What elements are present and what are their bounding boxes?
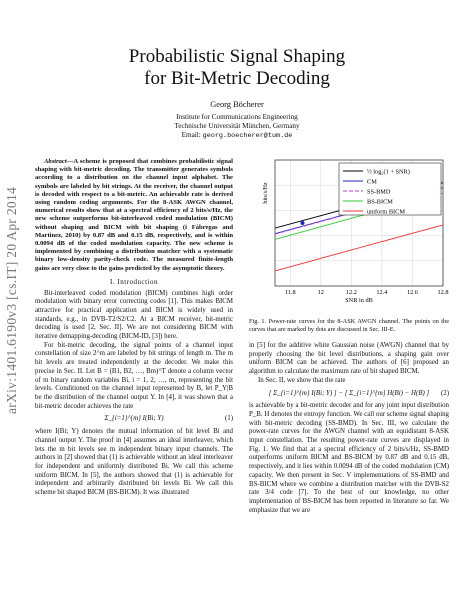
paper-title-line-2: for Bit-Metric Decoding (144, 68, 330, 89)
right-paragraph-1: in [5] for the additive white Gaussian noise (AWGN) channel that by properly choosing the bit level distributions, a shaping gain over uniform BICM can be achieved. The authors of [6] proposed an algorithm to calculate the maximum rate of bit shaped BICM. (249, 342, 449, 376)
right-paragraph-2: In Sec. II, we show that the rate (258, 376, 346, 384)
y-axis-label: bits/s/Hz (263, 182, 269, 204)
x-tick-label: 11.8 (284, 289, 296, 296)
equation-1-number: (1) (224, 415, 233, 423)
left-column (35, 158, 233, 498)
x-tick-label: 12.2 (345, 289, 357, 296)
curve-marker (300, 221, 304, 225)
x-tick-label: 12 (317, 289, 324, 296)
equation-2-body: [ Σ_{i=1}^{m} I(Bi; Y) ] − [ Σ_{i=1}^{m} H(Bi) − H(B) ] (268, 389, 430, 397)
right-column (249, 342, 449, 515)
legend-label: ½ log₂(1 + SNR) (367, 168, 410, 176)
x-tick-label: 12.6 (406, 289, 418, 296)
x-tick-label: 12.8 (437, 289, 449, 296)
email-address[interactable]: georg.boecherer@tum.de (202, 132, 293, 140)
abstract-label: Abstract (44, 158, 67, 165)
power-rate-chart (249, 156, 449, 306)
email-label: Email: (181, 131, 203, 139)
series-line (275, 225, 443, 271)
legend-label: CM (367, 178, 377, 186)
legend-label: SS-BMD (367, 188, 391, 196)
intro-paragraph-3: where I(Bi; Y) denotes the mutual information of bit level Bi and channel output Y. The proof in [4] assumes an ideal interleaver, which lets the m bit levels see m independent binary input channels. The authors in [2] showed that (1) is achievable without an ideal interleaver for independent and uniformly distributed Bi. We call this scheme uniform BICM. In [5], the authors showed that (1) is achievable for independent and arbitrarily distributed bit levels Bi. We call this scheme bit shaped BICM (BS-BICM). It was illustrated (35, 428, 233, 497)
intro-paragraph-2: For bit-metric decoding, the signal points of a channel input constellation of size 2^m are labeled by bit strings of length m. The m bit levels are treated independently at the decoder. We make this precise in Sec. II. Let B = (B1, B2, …, Bm)^T denote a column vector of m binary random variables Bi, i = 1, 2, …, m, representing the bit levels. Conditioned on the channel input represented by B, let P_Y|B be the distribution of the channel output Y. In [4], it was shown that a bit-metric decoder achieves the rate (35, 341, 233, 410)
abstract (35, 158, 233, 273)
x-axis-label: SNR in dB (345, 297, 373, 304)
abstract-text: —A scheme is proposed that combines probabilistic signal shaping with bit-metric decoding. The transmitter generates symbols according to a distribution on the channel input alphabet. The symbols are labeled by bit strings. At the receiver, the channel output is decoded with respect to a bit-metric. An achievable rate is derived using random coding arguments. For the 8-ASK AWGN channel, numerical results show that at a spectral efficiency of 2 bits/s/Hz, the new scheme outperforms bit-interleaved coded modulation (BICM) without shaping and BICM with bit shaping (i Fàbregas and Martinez, 2010) by 0.87 dB and 0.15 dB, respectively, and is within 0.0094 dB of the coded modulation capacity. The new scheme is implemented by combining a distribution matcher with a systematic binary low-density parity-check code. The measured finite-length gains are very close to the gains predicted by the asymptotic theory. (35, 158, 233, 272)
figure-caption: Fig. 1. Power-rate curves for the 8-ASK AWGN channel. The points on the curves that are marked by dots are discussed in Sec. III-E. (249, 318, 449, 333)
legend-label: uniform BICM (367, 208, 405, 216)
x-tick-label: 12.4 (376, 289, 388, 296)
intro-paragraph-1: Bit-interleaved coded modulation (BICM) combines high order modulation with binary error correcting codes [1]. This makes BICM attractive for practical application and BICM is widely used in standards, e.g., in DVB-T2/S2/C2. At a BICM receiver, bit-metric decoding is used [2, Sec. II]. We are not considering BICM with iterative demapping-decoding (BICM-ID, [3]) here. (35, 289, 233, 341)
equation-2-number: (2) (440, 389, 449, 397)
paper-title-line-1: Probabilistic Signal Shaping (128, 46, 346, 67)
equation-1-body: Σ_{i=1}^{m} I(Bi; Y) (104, 415, 164, 423)
author-name: Georg Böcherer (210, 100, 264, 109)
affiliation-institute: Institute for Communications Engineering (176, 113, 298, 121)
right-paragraph-3: is achievable by a bit-metric decoder and for any joint input distribution P_B. H denotes the entropy function. We call our scheme signal shaping with bit-metric decoding (SS-BMD). In Sec. III, we calculate the power-rate curves for the AWGN channel with an equidistant 8-ASK input constellation. The resulting power-rate curves are displayed in Fig. 1. We find that at a spectral efficiency of 2 bits/s/Hz, SS-BMD outperforms uniform BICM and BS-BICM by 0.87 dB and 0.15 dB, respectively, and it lies within 0.0094 dB of the coded modulation (CM) capacity. We then present in Sec. V implementations of SS-BMD and BS-BICM where we combine a distribution matcher with the DVB-S2 rate 3/4 code [7]. To the best of our knowledge, no other implementation of BS-BICM has been reported in literature so far. We emphasize that we are (249, 402, 449, 514)
equation-1 (35, 415, 233, 424)
legend-label: BS-BICM (367, 198, 393, 206)
equation-2 (249, 390, 449, 399)
author-email (0, 131, 474, 141)
arxiv-identifier: arXiv:1401.6190v3 [cs.IT] 20 Apr 2014 (4, 186, 19, 414)
affiliation-university: Technische Universität München, Germany (174, 122, 300, 130)
section-heading-introduction: I. Introduction (110, 277, 158, 286)
